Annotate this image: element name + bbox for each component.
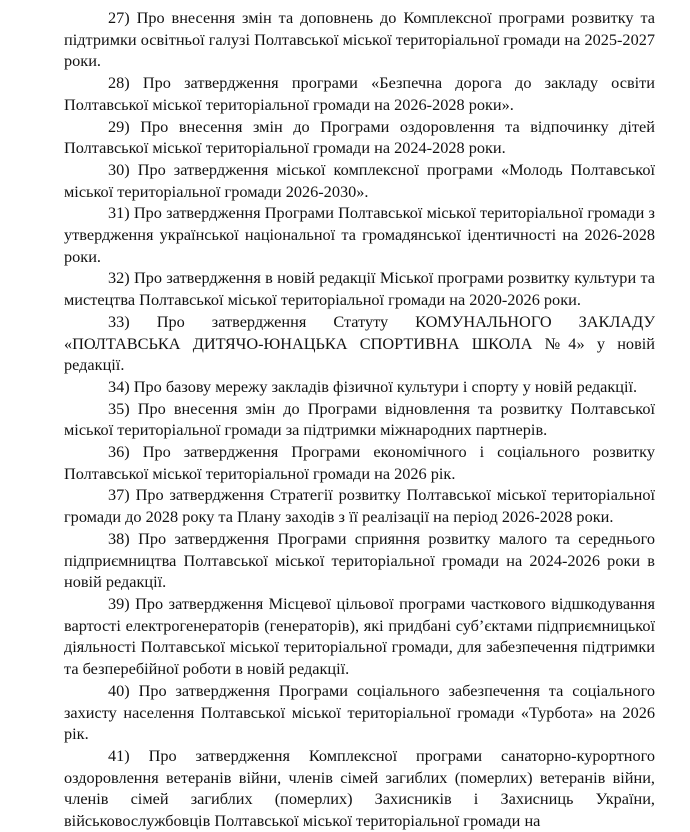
item-number: 33) (108, 311, 130, 331)
item-number: 27) (108, 8, 130, 27)
item-text: Про затвердження Комплексної програми санаторно-курортного оздоровлення ветеранів війни, членів сімей загиблих (померлих) ветеранів війни, членів сімей загиблих (померлих) Захисників і Захисниць України, військовослужбовців Полтавської міської територіальної громади на (64, 745, 655, 831)
agenda-item-32 (64, 267, 655, 310)
agenda-item-28 (64, 72, 655, 115)
agenda-item-33 (64, 311, 655, 376)
item-text: Про базову мережу закладів фізичної культури і спорту у новій редакції. (133, 376, 638, 396)
item-text: Про затвердження Стратегії розвитку Полтавської міської територіальної громади до 2028 року та Плану заходів з її реалізації на період 2026-2028 роки. (64, 485, 656, 527)
agenda-item-31 (64, 202, 655, 267)
item-number: 28) (108, 73, 130, 93)
item-number: 38) (108, 528, 130, 548)
item-text: Про затвердження Програми економічного і соціального розвитку Полтавської міської територіальної громади на 2026 рік. (64, 442, 655, 483)
item-number: 35) (108, 398, 130, 418)
agenda-item-41 (64, 745, 655, 832)
item-number: 40) (108, 680, 130, 700)
item-text: Про внесення змін до Програми відновлення та розвитку Полтавської міської територіальної громади за підтримки міжнародних партнерів. (64, 398, 655, 440)
item-text: Про затвердження в новій редакції Міської програми розвитку культури та мистецтва Полтавської міської територіальної громади на 2020-2026 роки. (64, 268, 655, 310)
item-number: 36) (108, 442, 130, 462)
item-text: Про внесення змін до Програми оздоровлення та відпочинку дітей Полтавської міської територіальної громади на 2024-2028 роки. (64, 116, 655, 158)
item-text: Про внесення змін та доповнень до Комплексної програми розвитку та підтримки освітньої галузі Полтавської міської територіальної громади на 2025-2027 роки. (64, 8, 655, 71)
item-text: Про затвердження Статуту КОМУНАЛЬНОГО ЗАКЛАДУ «ПОЛТАВСЬКА ДИТЯЧО-ЮНАЦЬКА СПОРТИВНА ШКОЛА №4» у новій редакції. (64, 311, 655, 375)
document-page (64, 7, 655, 832)
item-number: 41) (108, 745, 130, 765)
item-text: Про затвердження програми «Безпечна дорога до закладу освіти Полтавської міської територіальної громади на 2026-2028 роки». (64, 73, 655, 114)
agenda-item-34 (64, 376, 655, 398)
agenda-item-27 (64, 7, 655, 72)
agenda-item-36 (64, 441, 655, 484)
item-text: Про затвердження міської комплексної програми «Молодь Полтавської міської територіальної громади 2026-2030». (64, 159, 655, 201)
item-number: 37) (108, 485, 130, 505)
item-text: Про затвердження Програми Полтавської міської територіальної громади з утвердження української національної та громадянської ідентичності на 2026-2028 роки. (64, 203, 655, 266)
item-number: 31) (108, 203, 130, 223)
item-number: 34) (108, 376, 130, 396)
item-text: Про затвердження Програми сприяння розвитку малого та середнього підприємництва Полтавської міської територіальної громади на 2024-2026 роки в новій редакції. (64, 528, 655, 592)
agenda-item-30 (64, 159, 655, 202)
item-text: Про затвердження Місцевої цільової програми часткового відшкодування вартості електрогенераторів (генераторів), які придбані суб’єктами підприємницької діяльності Полтавської міської територіальної громади, для забезпечення підтримки та безперебійної роботи в новій редакції. (64, 593, 655, 679)
agenda-item-40 (64, 680, 655, 745)
item-number: 32) (108, 268, 130, 288)
agenda-item-39 (64, 593, 655, 680)
agenda-item-29 (64, 116, 655, 159)
item-text: Про затвердження Програми соціального забезпечення та соціального захисту населення Полтавської міської територіальної громади «Турбота» на 2026 рік. (64, 680, 656, 744)
agenda-item-35 (64, 398, 655, 441)
item-number: 39) (108, 593, 130, 613)
agenda-item-38 (64, 528, 655, 593)
item-number: 30) (108, 159, 130, 179)
agenda-item-37 (64, 484, 655, 527)
item-number: 29) (108, 116, 130, 136)
